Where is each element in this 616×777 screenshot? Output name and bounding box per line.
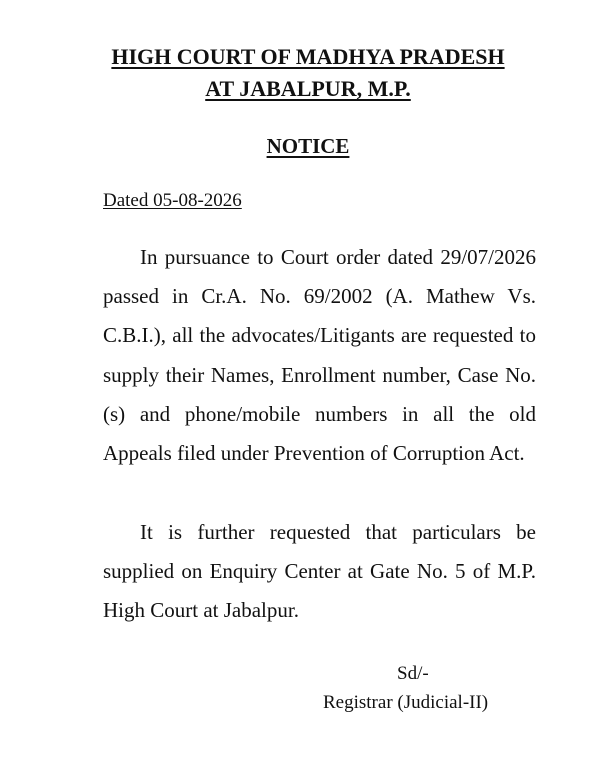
court-location-heading: AT JABALPUR, M.P.	[205, 76, 411, 101]
court-name-heading: HIGH COURT OF MADHYA PRADESH	[111, 44, 505, 69]
notice-title: NOTICE	[266, 134, 350, 158]
body-paragraph-2: It is further requested that particulars be supplied on Enquiry Center at Gate No. 5 of M.P. High Court at Jabalpur.	[103, 520, 536, 623]
body-paragraph-1: In pursuance to Court order dated 29/07/2026 passed in Cr.A. No. 69/2002 (A. Mathew Vs. C.B.I.), all the advocates/Litigants are requested to supply their Names, Enrollment number, Case No.(s) and phone/mobile numbers in all the old Appeals filed under Prevention of Corruption Act.	[103, 245, 536, 466]
notice-date: Dated 05-08-2026	[103, 190, 242, 211]
signature-sd: Sd/-	[397, 663, 429, 684]
signatory-designation: Registrar (Judicial-II)	[323, 692, 489, 713]
